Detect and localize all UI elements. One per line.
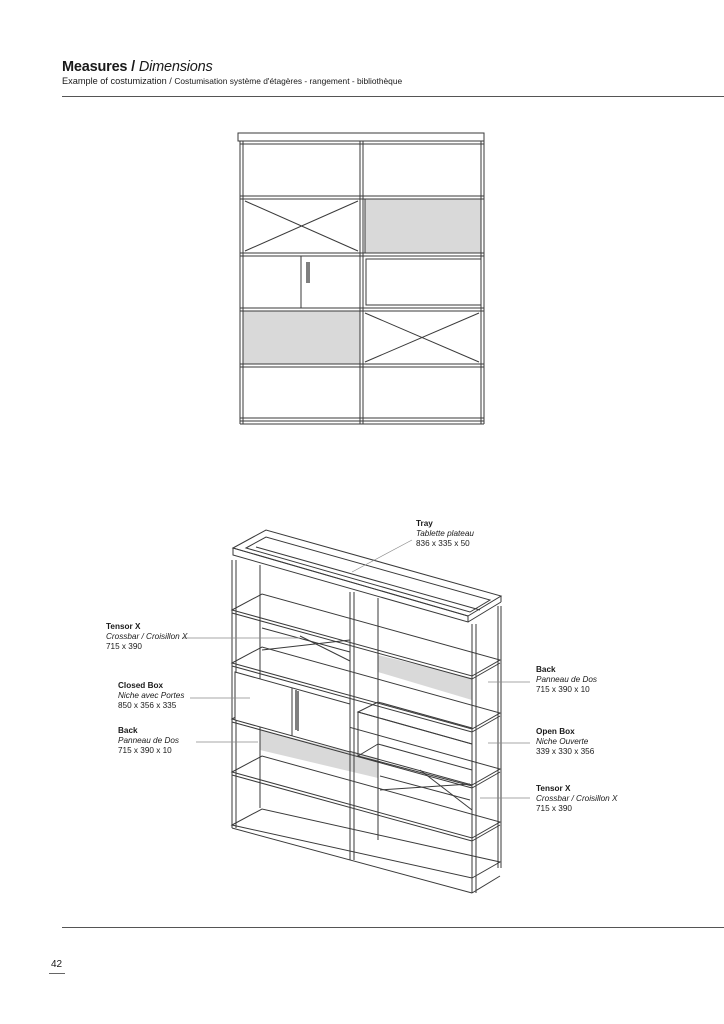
front-back-panel-b	[243, 311, 360, 364]
subtitle-lead: Example of costumization /	[62, 76, 172, 86]
label-back-left-dims: 715 x 390 x 10	[118, 746, 172, 755]
front-back-panel-a	[365, 199, 481, 253]
page-number-underline	[49, 973, 65, 974]
label-tray-sub: Tablette plateau	[416, 529, 474, 538]
label-tensor-right-dims: 715 x 390	[536, 804, 572, 813]
label-open-box	[536, 727, 594, 757]
label-back-right-sub: Panneau de Dos	[536, 675, 597, 684]
label-tensor-right	[536, 784, 617, 814]
label-back-left-title: Back	[118, 726, 138, 735]
label-back-right-title: Back	[536, 665, 556, 674]
label-closed-box	[118, 681, 184, 711]
label-back-left	[118, 726, 179, 756]
label-tensor-right-sub: Crossbar / Croisillon X	[536, 794, 618, 803]
page-number: 42	[51, 959, 63, 970]
front-open-box	[366, 259, 481, 305]
front-tray	[238, 133, 484, 141]
label-closed-box-sub: Niche avec Portes	[118, 691, 185, 700]
label-tensor-left-title: Tensor X	[106, 622, 141, 631]
label-tensor-left-sub: Crossbar / Croisillon X	[106, 632, 188, 641]
axonometric-view	[182, 530, 530, 893]
label-tensor-left-dims: 715 x 390	[106, 642, 142, 651]
label-closed-box-title: Closed Box	[118, 681, 164, 690]
label-back-right	[536, 665, 597, 695]
title-bold: Measures /	[62, 59, 135, 75]
axo-tensor-lower	[380, 776, 470, 800]
axo-back-panel-right	[378, 655, 472, 700]
label-tray	[416, 519, 474, 549]
footer-rule	[62, 927, 724, 928]
label-tray-title: Tray	[416, 519, 433, 528]
label-tensor-right-title: Tensor X	[536, 784, 571, 793]
label-open-box-dims: 339 x 330 x 356	[536, 747, 595, 756]
subtitle-rest: Costumisation système d'étagères - rangement - bibliothèque	[174, 76, 403, 86]
label-back-right-dims: 715 x 390 x 10	[536, 685, 590, 694]
label-tensor-left	[106, 622, 187, 652]
title-italic: Dimensions	[138, 59, 213, 75]
label-back-left-sub: Panneau de Dos	[118, 736, 179, 745]
label-open-box-sub: Niche Ouverte	[536, 737, 589, 746]
label-open-box-title: Open Box	[536, 727, 575, 736]
label-closed-box-dims: 850 x 356 x 335	[118, 701, 177, 710]
label-tray-dims: 836 x 335 x 50	[416, 539, 470, 548]
front-elevation	[238, 133, 484, 424]
